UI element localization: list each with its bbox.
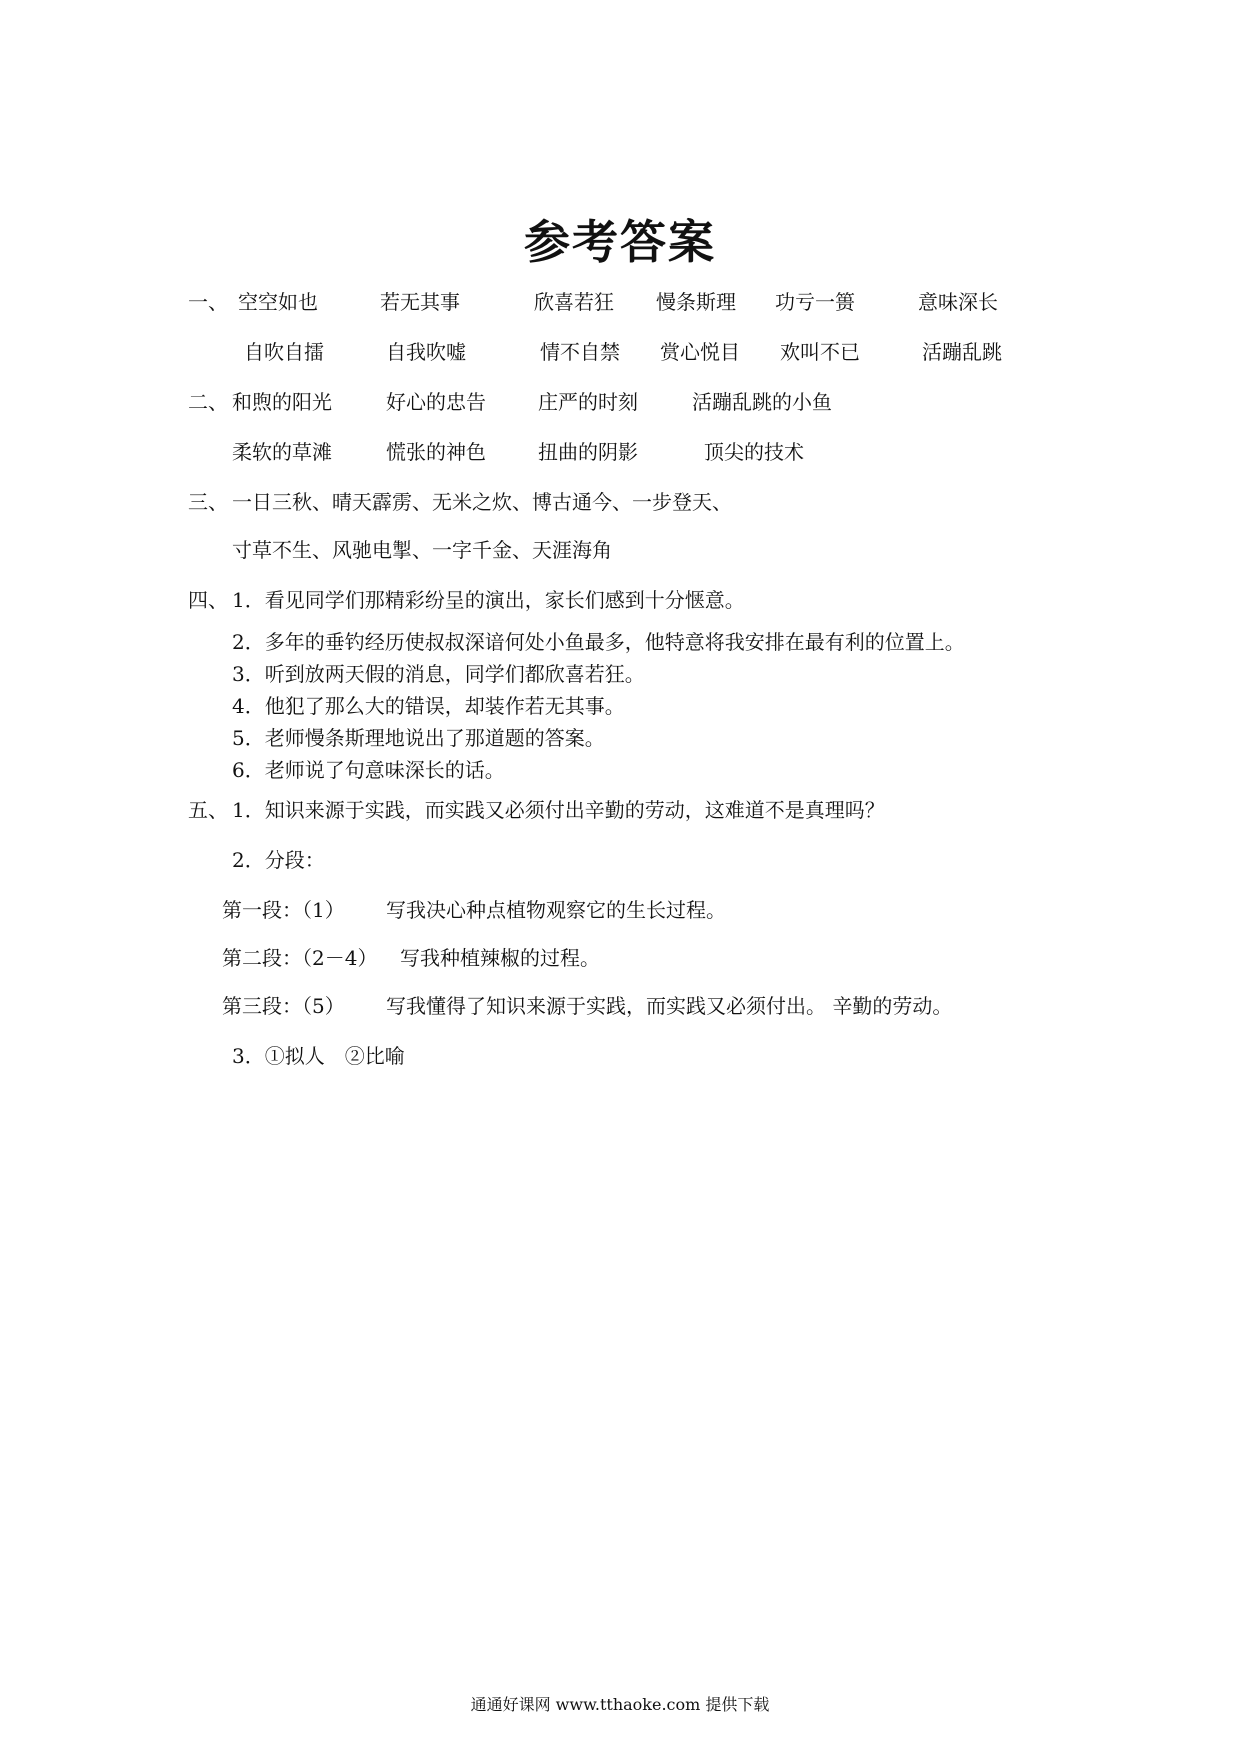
idiom: 欢叫不已 — [780, 340, 860, 364]
segment-label: 第三段：（5） — [222, 994, 345, 1018]
section-4-marker: 四、 — [188, 588, 228, 612]
section-5-marker: 五、 — [188, 798, 228, 822]
sentence-item: 2．多年的垂钓经历使叔叔深谙何处小鱼最多，他特意将我安排在最有利的位置上。 — [232, 630, 965, 654]
idiom: 活蹦乱跳 — [922, 340, 1002, 364]
phrase: 活蹦乱跳的小鱼 — [692, 390, 832, 414]
idiom: 意味深长 — [918, 290, 998, 314]
sentence-item: 3．听到放两天假的消息，同学们都欣喜若狂。 — [232, 662, 645, 686]
idiom: 欣喜若狂 — [534, 290, 614, 314]
answer-q1: 1．知识来源于实践，而实践又必须付出辛勤的劳动，这难道不是真理吗？ — [232, 798, 885, 822]
sentence-item: 4．他犯了那么大的错误，却装作若无其事。 — [232, 694, 625, 718]
segment-label: 第二段：（2－4） — [222, 946, 378, 970]
section-1-marker: 一、 — [188, 290, 228, 314]
phrase: 好心的忠告 — [386, 390, 486, 414]
phrase: 顶尖的技术 — [704, 440, 804, 464]
footer-credit: 通通好课网 www.tthaoke.com 提供下载 — [470, 1695, 770, 1714]
idiom: 自我吹嘘 — [386, 340, 466, 364]
idiom: 自吹自擂 — [244, 340, 324, 364]
sentence-item: 1．看见同学们那精彩纷呈的演出，家长们感到十分惬意。 — [232, 588, 745, 612]
segment-label: 第一段：（1） — [222, 898, 345, 922]
sentence-item: 6．老师说了句意味深长的话。 — [232, 758, 505, 782]
segment-text: 写我懂得了知识来源于实践，而实践又必须付出。 辛勤的劳动。 — [386, 994, 953, 1018]
phrase: 柔软的草滩 — [232, 440, 332, 464]
answer-q2: 2．分段： — [232, 848, 325, 872]
idiom-list: 一日三秋、晴天霹雳、无米之炊、博古通今、一步登天、 — [232, 490, 732, 514]
segment-text: 写我决心种点植物观察它的生长过程。 — [386, 898, 726, 922]
idiom: 情不自禁 — [540, 340, 620, 364]
segment-text: 写我种植辣椒的过程。 — [400, 946, 600, 970]
idiom: 赏心悦目 — [660, 340, 740, 364]
idiom-list: 寸草不生、风驰电掣、一字千金、天涯海角 — [232, 538, 612, 562]
phrase: 庄严的时刻 — [538, 390, 638, 414]
section-3-marker: 三、 — [188, 490, 228, 514]
phrase: 扭曲的阴影 — [538, 440, 638, 464]
section-2-marker: 二、 — [188, 390, 228, 414]
answer-q3: 3．①拟人 ②比喻 — [232, 1044, 405, 1068]
idiom: 若无其事 — [380, 290, 460, 314]
idiom: 功亏一篑 — [775, 290, 855, 314]
idiom: 空空如也 — [238, 290, 318, 314]
idiom: 慢条斯理 — [656, 290, 736, 314]
phrase: 和煦的阳光 — [232, 390, 332, 414]
phrase: 慌张的神色 — [386, 440, 486, 464]
page-title: 参考答案 — [524, 215, 716, 269]
sentence-item: 5．老师慢条斯理地说出了那道题的答案。 — [232, 726, 605, 750]
